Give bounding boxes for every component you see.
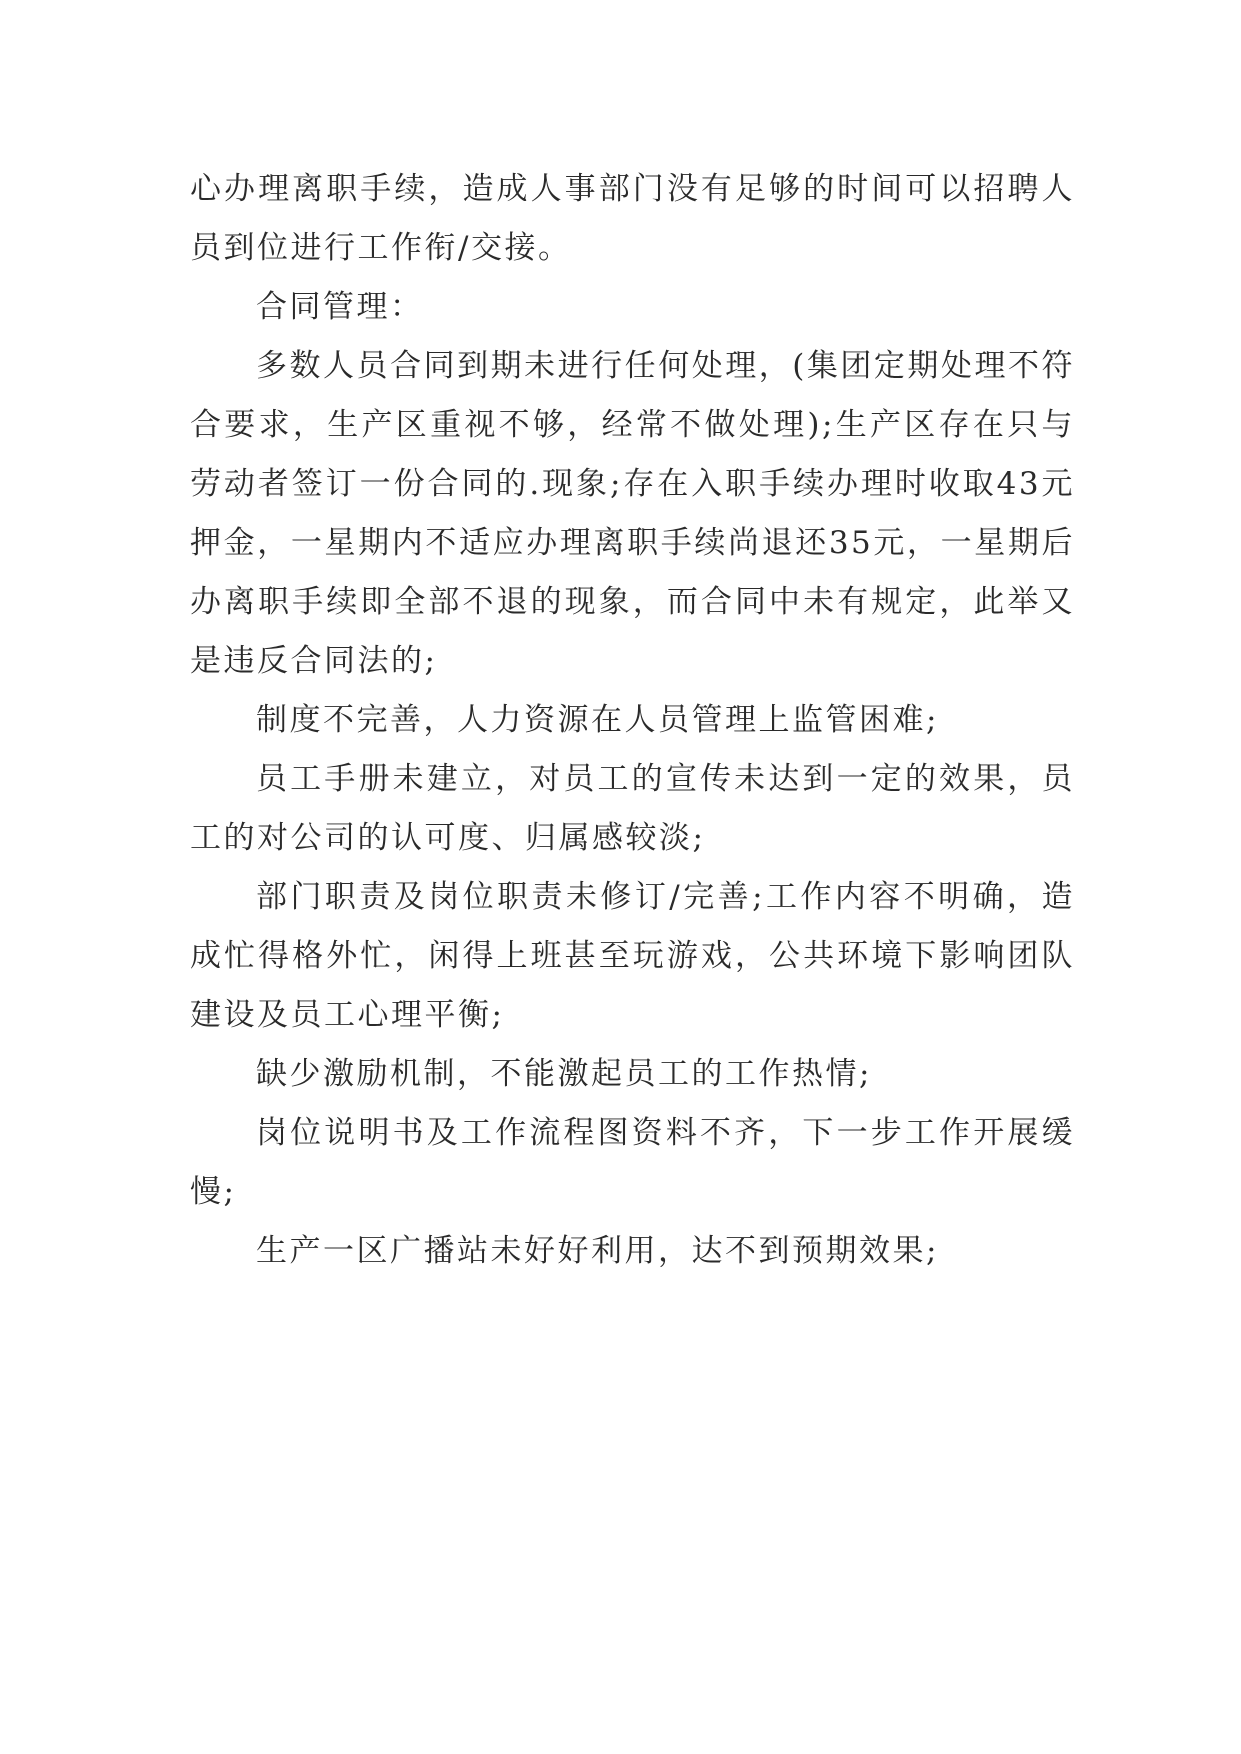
paragraph-contract-heading: 合同管理：: [256, 289, 424, 325]
paragraph-system: 制度不完善，人力资源在人员管理上监管困难;: [256, 702, 939, 738]
paragraph-broadcast: 生产一区广播站未好好利用，达不到预期效果;: [256, 1233, 939, 1269]
paragraph-duties: 部门职责及岗位职责未修订/完善;工作内容不明确，造成忙得格外忙，闲得上班甚至玩游戏，公共环境下影响团队建设及员工心理平衡;: [190, 879, 1075, 1033]
paragraph-continuation: 心办理离职手续，造成人事部门没有足够的时间可以招聘人员到位进行工作衔/交接。: [190, 171, 1075, 266]
document-body: [190, 160, 1075, 1281]
paragraph-handbook: 员工手册未建立，对员工的宣传未达到一定的效果，员工的对公司的认可度、归属感较淡;: [190, 761, 1075, 856]
paragraph-contract-issues: 多数人员合同到期未进行任何处理，(集团定期处理不符合要求，生产区重视不够，经常不做处理);生产区存在只与劳动者签订一份合同的.现象;存在入职手续办理时收取43元押金，一星期内不适应办理离职手续尚退还35元，一星期后办离职手续即全部不退的现象，而合同中未有规定，此举又是违反合同法的;: [190, 348, 1075, 679]
paragraph-incentive: 缺少激励机制，不能激起员工的工作热情;: [256, 1056, 872, 1092]
paragraph-job-description: 岗位说明书及工作流程图资料不齐，下一步工作开展缓慢;: [190, 1115, 1075, 1210]
